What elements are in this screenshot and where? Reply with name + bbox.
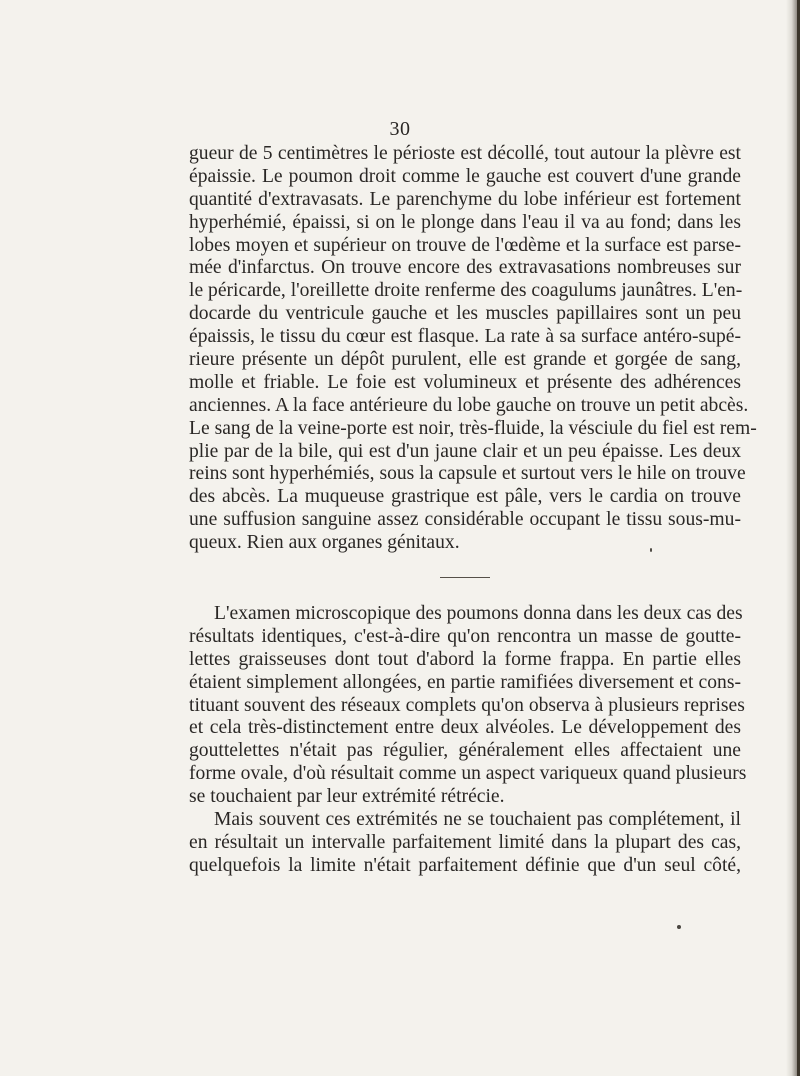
- text-line: queux. Rien aux organes génitaux.: [189, 532, 460, 554]
- text-line: lettes graisseuses dont tout d'abord la forme frappa. En partie elles: [189, 648, 741, 670]
- text-line: résultats identiques, c'est-à-dire qu'on rencontra un masse de goutte-: [189, 625, 741, 647]
- text-line: se touchaient par leur extrémité rétrécie.: [189, 786, 505, 808]
- page-number: 30: [389, 118, 411, 140]
- paragraph-microscopic-examination: [189, 603, 747, 809]
- text-line: une suffusion sanguine assez considérable occupant le tissu sous-mu-: [189, 509, 741, 531]
- text-line: lobes moyen et supérieur on trouve de l'œdème et la surface est parse-: [189, 234, 741, 256]
- text-line: rieure présente un dépôt purulent, elle est grande et gorgée de sang,: [189, 349, 741, 371]
- text-line: docarde du ventricule gauche et les muscles papillaires sont un peu: [189, 303, 741, 325]
- text-line: plie par de la bile, qui est d'un jaune clair et un peu épaisse. Les deux: [189, 440, 741, 462]
- text-line: en résultait un intervalle parfaitement limité dans la plupart des cas,: [189, 831, 741, 853]
- paragraph-droplet-extremities: [189, 809, 741, 878]
- text-line: Mais souvent ces extrémités ne se touchaient pas complétement, il: [214, 809, 741, 830]
- text-line: Le sang de la veine-porte est noir, très-fluide, la vésciule du fiel est rem-: [189, 417, 757, 439]
- text-line: L'examen microscopique des poumons donna dans les deux cas des: [214, 603, 743, 624]
- text-line: quelquefois la limite n'était parfaitement définie que d'un seul côté,: [189, 854, 741, 876]
- ink-speck: [677, 925, 681, 929]
- text-line: reins sont hyperhémiés, sous la capsule et surtout vers le hile on trouve: [189, 463, 746, 485]
- text-line: anciennes. A la face antérieure du lobe gauche on trouve un petit abcès.: [189, 394, 749, 416]
- text-line: épaissis, le tissu du cœur est flasque. La rate à sa surface antéro-supé-: [189, 326, 741, 348]
- text-line: gueur de 5 centimètres le périoste est décollé, tout autour la plèvre est: [189, 143, 741, 164]
- text-line: forme ovale, d'où résultait comme un aspect variqueux quand plusieurs: [189, 763, 747, 785]
- text-line: étaient simplement allongées, en partie ramifiées diversement et cons-: [189, 671, 741, 693]
- text-line: des abcès. La muqueuse grastrique est pâle, vers le cardia on trouve: [189, 486, 741, 508]
- paragraph-autopsy-findings: [189, 143, 757, 555]
- section-separator: [440, 577, 490, 578]
- text-line: et cela très-distinctement entre deux alvéoles. Le développement des: [189, 717, 741, 739]
- text-line: tituant souvent des réseaux complets qu'on observa à plusieurs reprises: [189, 694, 745, 716]
- text-line: le péricarde, l'oreillette droite renferme des coagulums jaunâtres. L'en-: [189, 280, 743, 302]
- text-line: molle et friable. Le foie est volumineux et présente des adhérences: [189, 371, 741, 393]
- text-line: gouttelettes n'était pas régulier, généralement elles affectaient une: [189, 740, 741, 762]
- text-line: mée d'infarctus. On trouve encore des extravasations nombreuses sur: [189, 257, 741, 279]
- text-line: épaissie. Le poumon droit comme le gauche est couvert d'une grande: [189, 165, 741, 187]
- ink-speck: [650, 548, 652, 552]
- text-line: hyperhémié, épaissi, si on le plonge dans l'eau il va au fond; dans les: [189, 211, 741, 233]
- text-line: quantité d'extravasats. Le parenchyme du lobe inférieur est fortement: [189, 188, 741, 210]
